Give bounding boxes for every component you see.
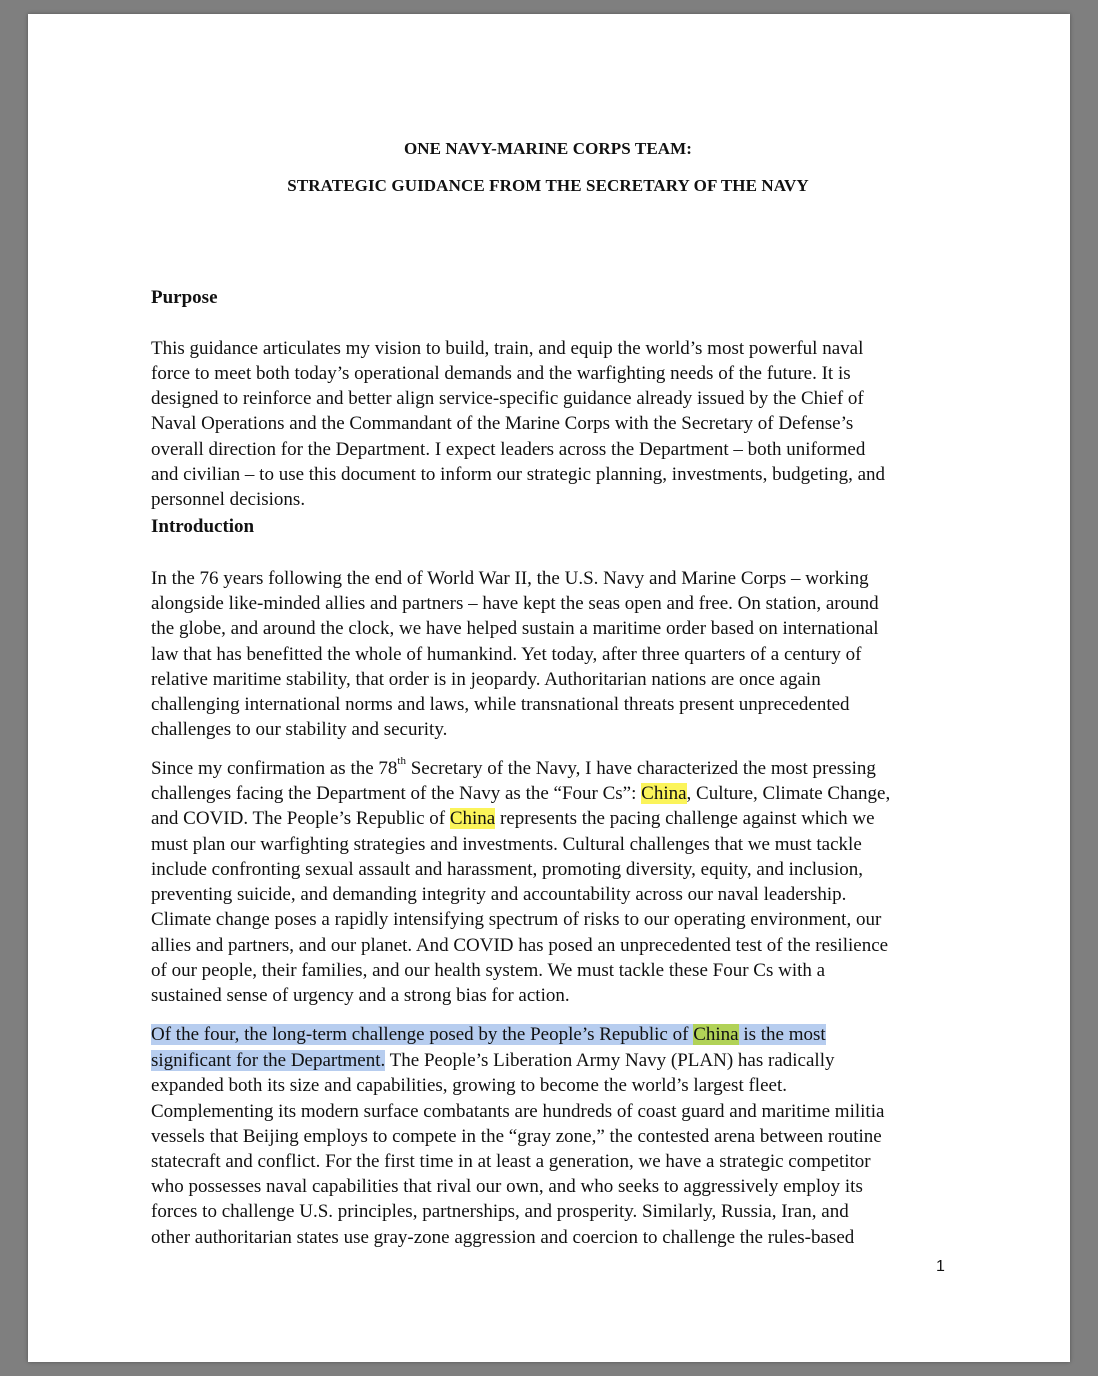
text-segment: , Culture, Climate Change,	[686, 783, 891, 804]
intro-para2-line: sustained sense of urgency and a strong bias for action.	[151, 985, 570, 1006]
intro-para1-line: challenging international norms and laws, while transnational threats present unprecedented	[151, 694, 850, 715]
document-title-line-1: ONE NAVY-MARINE CORPS TEAM:	[403, 139, 693, 158]
document-page	[28, 14, 1070, 1362]
intro-para1-line: challenges to our stability and security.	[151, 719, 448, 740]
intro-para3-line: expanded both its size and capabilities, growing to become the world’s largest fleet.	[151, 1075, 787, 1096]
intro-para3-line: other authoritarian states use gray-zone aggression and coercion to challenge the rules-based	[151, 1227, 855, 1248]
text-segment: The People’s Liberation Army Navy (PLAN) has radically	[385, 1050, 835, 1071]
document-title-line-2: STRATEGIC GUIDANCE FROM THE SECRETARY OF THE NAVY	[287, 176, 809, 195]
intro-para3-line: who possesses naval capabilities that rival our own, and who seeks to aggressively employ its	[151, 1176, 863, 1197]
purpose-line: Naval Operations and the Commandant of the Marine Corps with the Secretary of Defense’s	[151, 413, 854, 434]
intro-para1-line: alongside like-minded allies and partners – have kept the seas open and free. On station, around	[151, 593, 879, 614]
intro-para2-line: Climate change poses a rapidly intensifying spectrum of risks to our operating environment, our	[151, 909, 882, 930]
highlighted-term[interactable]: China	[641, 783, 687, 804]
intro-para2-line: include confronting sexual assault and harassment, promoting diversity, equity, and inclusion,	[151, 859, 863, 880]
intro-para1-line: relative maritime stability, that order is in jeopardy. Authoritarian nations are once again	[151, 669, 821, 690]
intro-para1-line: the globe, and around the clock, we have helped sustain a maritime order based on international	[151, 618, 879, 639]
page-number: 1	[936, 1258, 945, 1275]
selected-text[interactable]: is the most	[738, 1024, 826, 1045]
purpose-line: force to meet both today’s operational demands and the warfighting needs of the future. It is	[151, 363, 851, 384]
intro-para2-line	[151, 754, 876, 781]
purpose-line: This guidance articulates my vision to build, train, and equip the world’s most powerful naval	[151, 338, 864, 359]
intro-para2-line: preventing suicide, and demanding integrity and accountability across our naval leadership.	[151, 884, 847, 905]
text-segment: and COVID. The People’s Republic of	[151, 808, 450, 829]
intro-para1-line: In the 76 years following the end of World War II, the U.S. Navy and Marine Corps – working	[151, 568, 869, 589]
purpose-line: personnel decisions.	[151, 489, 306, 510]
purpose-line: overall direction for the Department. I expect leaders across the Department – both uniformed	[151, 439, 866, 460]
highlighted-term[interactable]: China	[449, 808, 496, 829]
text-segment: Secretary of the Navy, I have characterized the most pressing	[405, 758, 876, 779]
intro-para2-line: allies and partners, and our planet. And COVID has posed an unprecedented test of the resilience	[151, 935, 889, 956]
highlighted-term[interactable]: China	[693, 1024, 739, 1045]
intro-para2-line	[151, 807, 875, 831]
intro-para3-line	[151, 1023, 826, 1047]
purpose-line: designed to reinforce and better align service-specific guidance already issued by the Chief of	[151, 388, 864, 409]
selected-text[interactable]: Of the four, the long-term challenge posed by the People’s Republic of	[151, 1024, 694, 1045]
text-segment: Since my confirmation as the 78	[151, 758, 398, 779]
selected-text[interactable]: significant for the Department.	[151, 1050, 386, 1071]
intro-para3-line: Complementing its modern surface combatants are hundreds of coast guard and maritime militia	[151, 1101, 885, 1122]
intro-para1-line: law that has benefitted the whole of humankind. Yet today, after three quarters of a century of	[151, 644, 862, 665]
intro-para3-line: statecraft and conflict. For the first time in at least a generation, we have a strategic competitor	[151, 1151, 871, 1172]
intro-para3-line	[151, 1049, 834, 1073]
superscript-ordinal: th	[397, 754, 406, 767]
intro-para2-line	[151, 782, 890, 806]
text-segment: challenges facing the Department of the Navy as the “Four Cs”:	[151, 783, 642, 804]
purpose-line: and civilian – to use this document to inform our strategic planning, investments, budgeting, and	[151, 464, 886, 485]
intro-para3-line: forces to challenge U.S. principles, partnerships, and prosperity. Similarly, Russia, Iran, and	[151, 1201, 849, 1222]
purpose-heading: Purpose	[151, 287, 218, 308]
introduction-heading: Introduction	[151, 516, 255, 537]
intro-para2-line: of our people, their families, and our health system. We must tackle these Four Cs with a	[151, 960, 826, 981]
text-segment: represents the pacing challenge against which we	[495, 808, 875, 829]
intro-para2-line: must plan our warfighting strategies and investments. Cultural challenges that we must tackle	[151, 834, 862, 855]
intro-para3-line: vessels that Beijing employs to compete in the “gray zone,” the contested arena between routine	[151, 1126, 882, 1147]
